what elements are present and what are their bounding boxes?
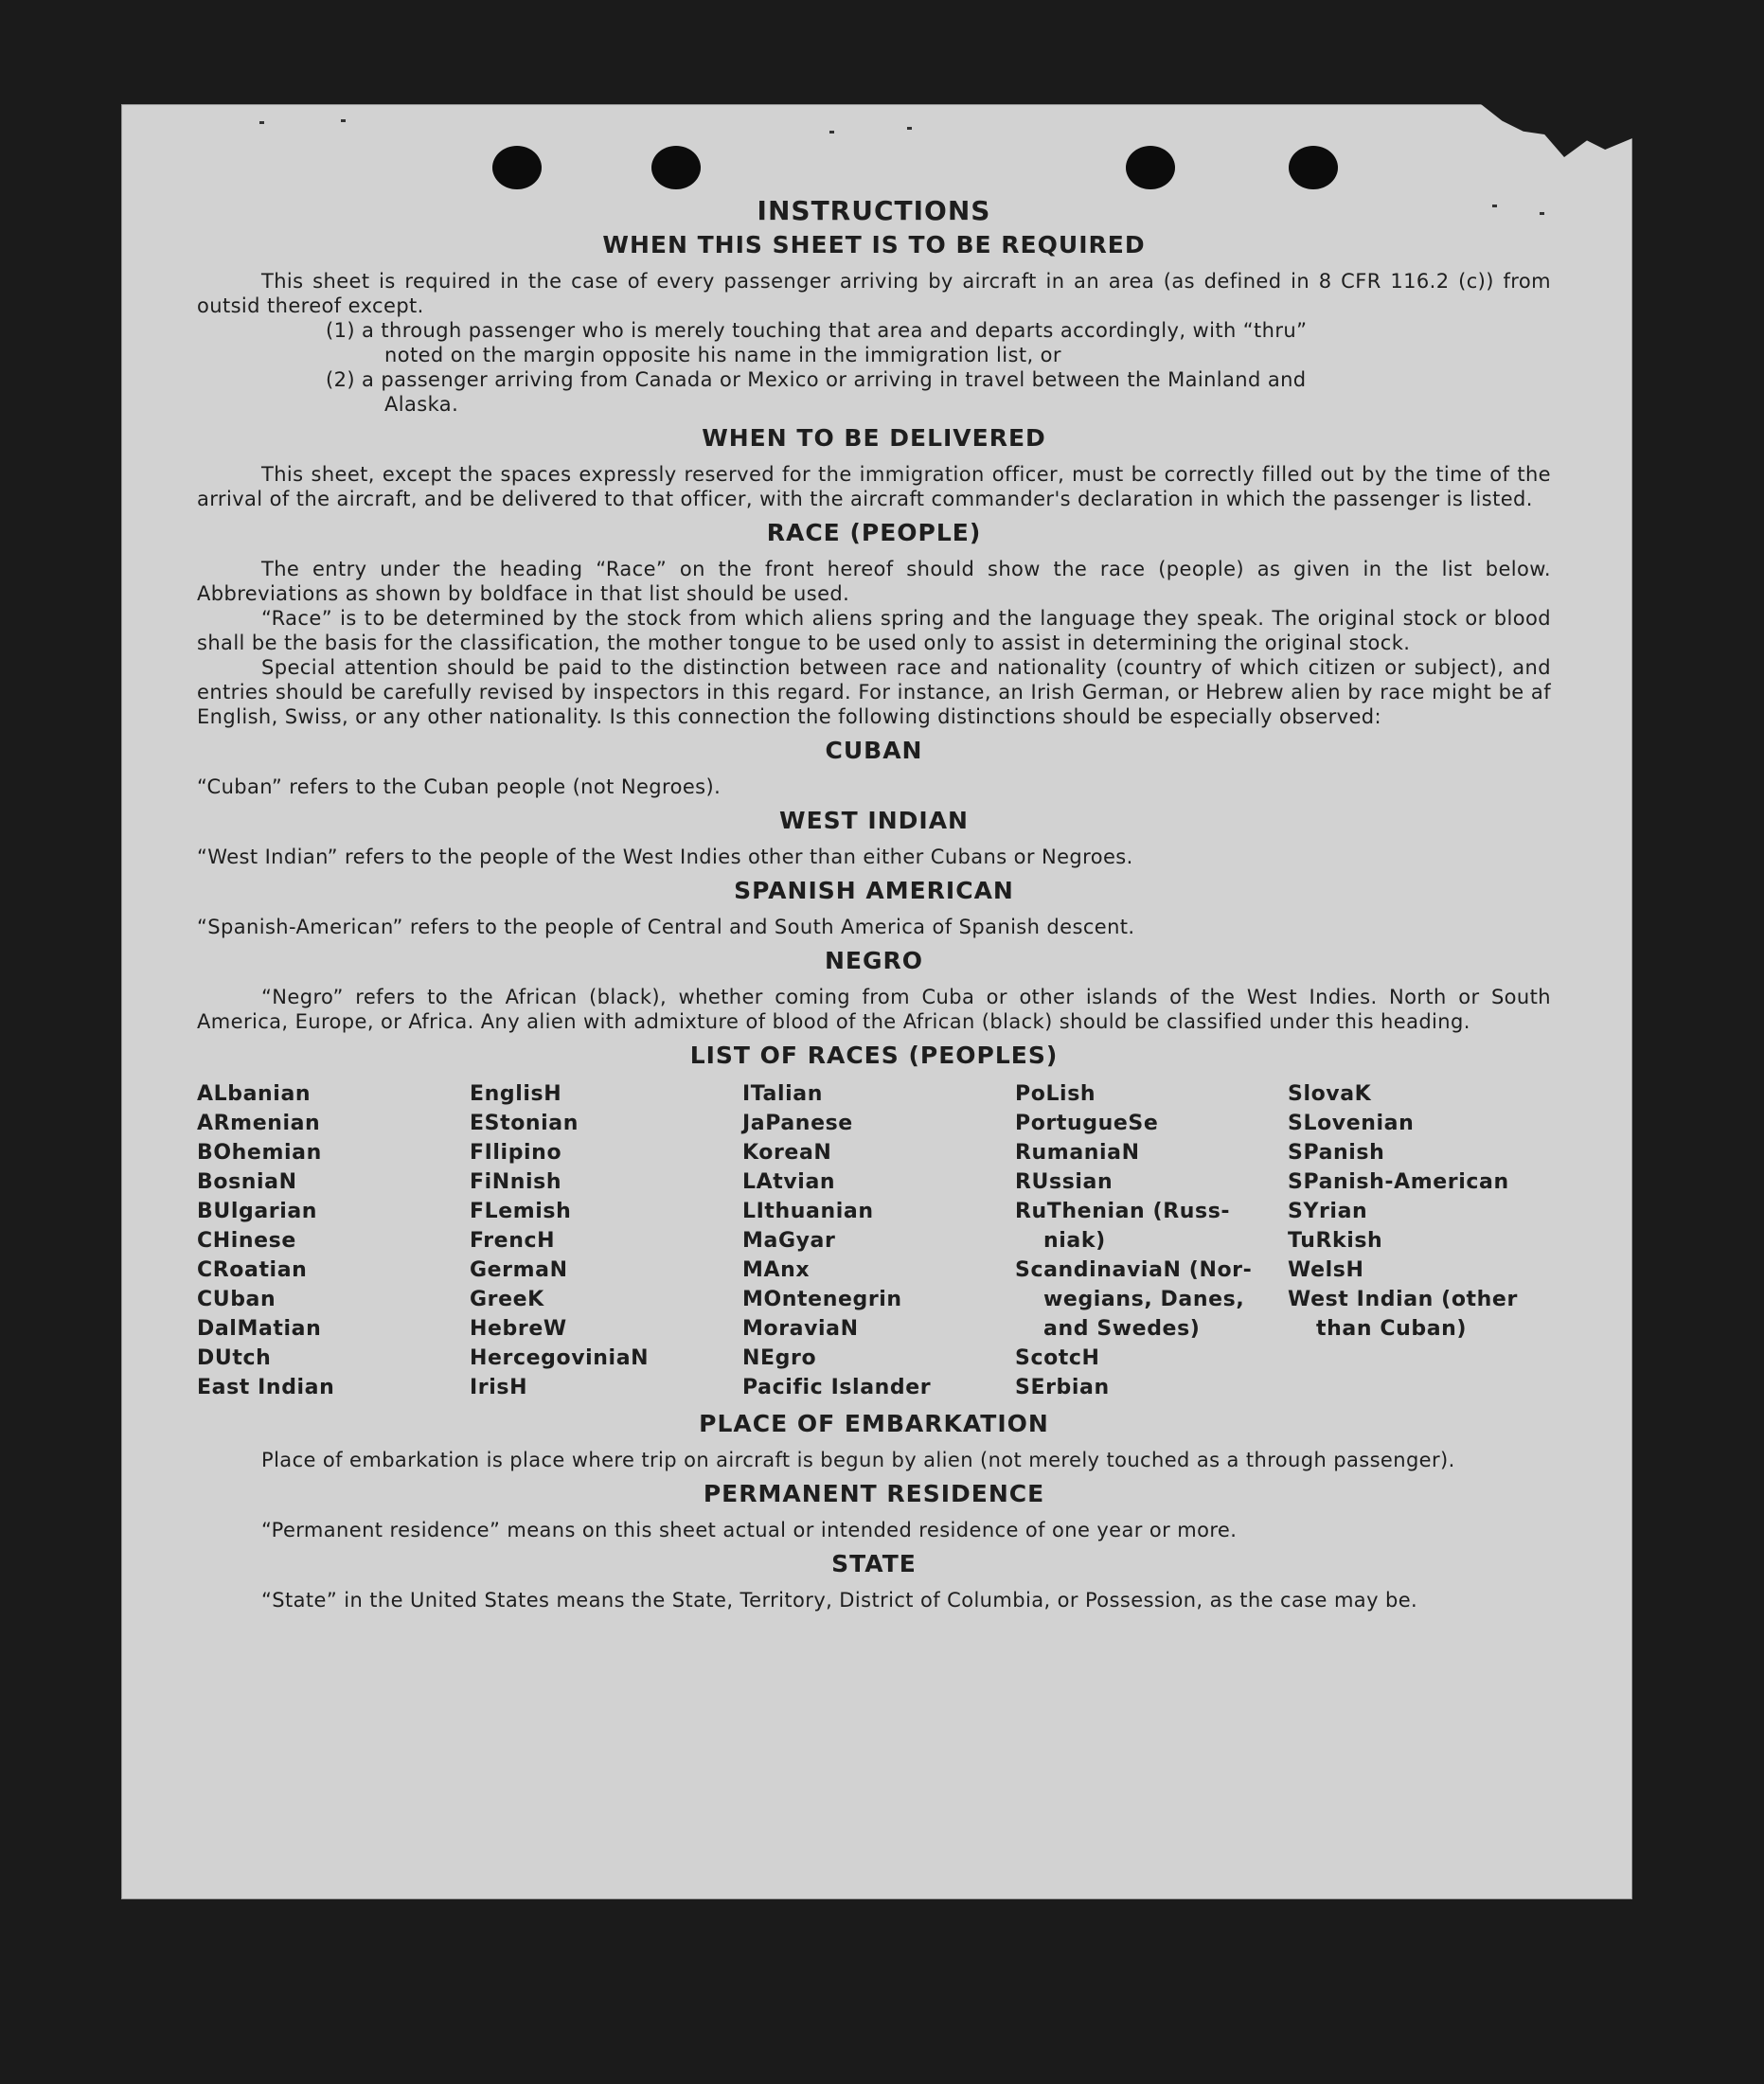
race-entry: ALbanian (197, 1082, 312, 1106)
race-entry: Pacific Islander (742, 1376, 932, 1399)
race-entry (1288, 1344, 1560, 1373)
heading-negro: NEGRO (824, 947, 924, 974)
race-entry: TuRkish (1288, 1229, 1383, 1253)
exception-item-1: (1) a through passenger who is merely touching that area and departs accordingly, with “thru” noted on the margin opposite his name in the immigration list, or (326, 319, 1308, 366)
race-entry: EStonian (470, 1112, 579, 1135)
race-entry: DUtch (197, 1346, 272, 1370)
race-entry: PoLish (1015, 1082, 1096, 1106)
west-indian-text: “West Indian” refers to the people of the West Indies other than either Cubans or Negroes. (197, 846, 1133, 868)
race-entry: GreeK (470, 1288, 544, 1311)
when-delivered-text: This sheet, except the spaces expressly reserved for the immigration officer, must be correctly filled out by the time of the arrival of the aircraft, and be delivered to that officer, with the aircraft commander's declaration in which the passenger is listed. (197, 463, 1551, 510)
race-entry: niak) (1043, 1229, 1106, 1253)
heading-when-delivered: WHEN TO BE DELIVERED (702, 424, 1046, 452)
punch-hole (492, 146, 542, 189)
heading-race: RACE (PEOPLE) (766, 519, 982, 546)
race-entry: EnglisH (470, 1082, 562, 1106)
race-entry: BosniaN (197, 1170, 297, 1194)
race-entry (1288, 1373, 1560, 1402)
race-entry: wegians, Danes, (1043, 1288, 1245, 1311)
race-entry: SPanish-American (1288, 1170, 1509, 1194)
race-entry: HercegoviniaN (470, 1346, 650, 1370)
exception-item-2: (2) a passenger arriving from Canada or Mexico or arriving in travel between the Mainland and Alaska. (326, 368, 1307, 416)
heading-spanish-american: SPANISH AMERICAN (734, 877, 1014, 904)
race-entry: CUban (197, 1288, 276, 1311)
residence-text: “Permanent residence” means on this sheet actual or intended residence of one year or more. (261, 1519, 1238, 1541)
negro-text: “Negro” refers to the African (black), whether coming from Cuba or other islands of the West Indies. North or South America, Europe, or Africa. Any alien with admixture of blood of the African (black) should be classified under this heading. (197, 986, 1551, 1033)
race-paragraph: The entry under the heading “Race” on the front hereof should show the race (people) as given in the list below. Abbreviations as shown by boldface in that list should be used. (197, 558, 1551, 605)
race-entry: MOntenegrin (742, 1288, 902, 1311)
race-entry: BOhemian (197, 1141, 322, 1165)
heading-embarkation: PLACE OF EMBARKATION (699, 1410, 1049, 1437)
race-entry: DalMatian (197, 1317, 322, 1341)
heading-cuban: CUBAN (825, 737, 923, 764)
when-required-intro: This sheet is required in the case of every passenger arriving by aircraft in an area (as defined in 8 CFR 116.2 (c)) from outsid thereof except. (197, 270, 1551, 317)
heading-west-indian: WEST INDIAN (779, 807, 969, 834)
torn-corner (1481, 104, 1632, 180)
races-list (197, 1079, 1551, 1402)
race-entry: FLemish (470, 1200, 572, 1223)
race-entry: PortugueSe (1015, 1112, 1159, 1135)
spanish-american-text: “Spanish-American” refers to the people of Central and South America of Spanish descent. (197, 916, 1135, 938)
race-paragraph: “Race” is to be determined by the stock from which aliens spring and the language they speak. The original stock or blood shall be the basis for the classification, the mother tongue to be used only to assist in determining the original stock. (197, 607, 1551, 654)
cuban-text: “Cuban” refers to the Cuban people (not Negroes). (197, 775, 722, 798)
race-entry: ITalian (742, 1082, 823, 1106)
instructions-body (197, 195, 1551, 1612)
document-page (121, 104, 1632, 1899)
race-entry: FrencH (470, 1229, 556, 1253)
race-entry: MoraviaN (742, 1317, 859, 1341)
embarkation-text: Place of embarkation is place where trip on aircraft is begun by alien (not merely touched as a through passenger). (261, 1449, 1455, 1471)
heading-permanent-residence: PERMANENT RESIDENCE (703, 1480, 1045, 1507)
race-entry: MaGyar (742, 1229, 836, 1253)
race-entry: NEgro (742, 1346, 817, 1370)
punch-hole (1126, 146, 1175, 189)
race-entry: IrisH (470, 1376, 528, 1399)
race-entry: RuThenian (Russ- (1015, 1200, 1231, 1223)
race-entry: JaPanese (742, 1112, 853, 1135)
race-entry: WelsH (1288, 1258, 1364, 1282)
race-entry: East Indian (197, 1376, 335, 1399)
race-entry: RUssian (1015, 1170, 1114, 1194)
race-entry: CRoatian (197, 1258, 308, 1282)
heading-when-required: WHEN THIS SHEET IS TO BE REQUIRED (602, 231, 1146, 258)
race-entry: ScotcH (1015, 1346, 1100, 1370)
race-entry: FIlipino (470, 1141, 562, 1165)
race-entry: West Indian (other (1288, 1288, 1518, 1311)
race-entry: and Swedes) (1043, 1317, 1201, 1341)
page-title: INSTRUCTIONS (757, 195, 991, 226)
race-entry: LAtvian (742, 1170, 836, 1194)
race-entry: MAnx (742, 1258, 811, 1282)
race-entry: CHinese (197, 1229, 296, 1253)
heading-list-of-races: LIST OF RACES (PEOPLES) (689, 1042, 1059, 1069)
race-entry: ARmenian (197, 1112, 321, 1135)
race-entry: BUlgarian (197, 1200, 318, 1223)
race-paragraph: Special attention should be paid to the distinction between race and nationality (country of which citizen or subject), and entries should be carefully revised by inspectors in this regard. For instance, an Irish German, or Hebrew alien by race might be af English, Swiss, or any other nationality. Is this connection the following distinctions should be especially observed: (197, 656, 1551, 728)
race-entry: SLovenian (1288, 1112, 1415, 1135)
state-text: “State” in the United States means the State, Territory, District of Columbia, or Possession, as the case may be. (261, 1589, 1418, 1612)
race-entry: RumaniaN (1015, 1141, 1140, 1165)
heading-state: STATE (831, 1550, 917, 1577)
race-entry: SPanish (1288, 1141, 1385, 1165)
race-entry: SlovaK (1288, 1082, 1372, 1106)
race-entry: ScandinaviaN (Nor- (1015, 1258, 1253, 1282)
punch-hole (651, 146, 701, 189)
race-entry: HebreW (470, 1317, 567, 1341)
punch-hole (1289, 146, 1338, 189)
race-entry: than Cuban) (1316, 1317, 1468, 1341)
race-entry: SErbian (1015, 1376, 1110, 1399)
race-entry: KoreaN (742, 1141, 832, 1165)
race-entry: GermaN (470, 1258, 568, 1282)
race-entry: FiNnish (470, 1170, 562, 1194)
race-entry: SYrian (1288, 1200, 1368, 1223)
race-entry: LIthuanian (742, 1200, 874, 1223)
